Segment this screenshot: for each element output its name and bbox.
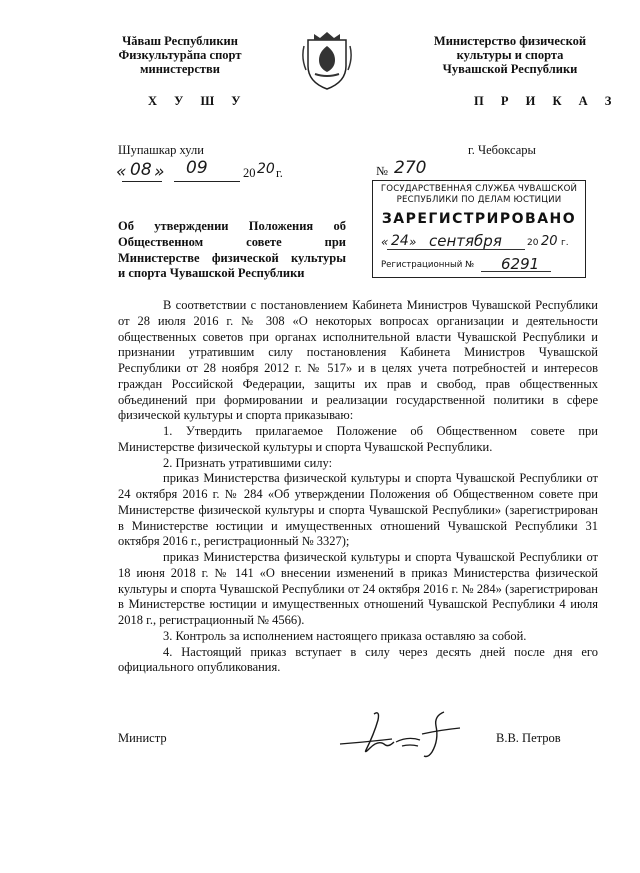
stamp-line-1: ГОСУДАРСТВЕННАЯ СЛУЖБА ЧУВАШСКОЙ: [380, 184, 578, 194]
order-title-line: Об утверждении Положения об: [118, 219, 346, 233]
stamp-date-close-quote: »: [409, 235, 417, 249]
header-right-org: [420, 34, 600, 76]
date-year-end: г.: [276, 166, 283, 180]
order-date: [116, 160, 291, 184]
header-left-doc-type: Х У Ш У: [148, 94, 248, 108]
body-paragraph: приказ Министерства физической культуры и спорта Чувашской Республики от 24 октября 2016 г. № 284 «Об утверждении Положения об Общественном совете при Министерстве физической культуры и спорта Чувашской Республики» (зарегистрирован в Министерстве юстиции и имущественных отношений Чувашской Республики 31 октября 2016 г., регистрационный № 3327);: [118, 471, 598, 549]
signature-name: В.В. Петров: [496, 731, 561, 745]
stamp-date-year-prefix: 20: [527, 238, 539, 248]
date-underline: [174, 181, 240, 182]
header-left-org-line: Чăваш Республикин: [122, 34, 238, 48]
stamp-date: [381, 233, 581, 253]
header-right-org-line: Министерство физической: [433, 34, 587, 48]
place-left: Шупашкар хули: [118, 143, 204, 157]
stamp-reg-number: 6291: [501, 255, 540, 273]
stamp-date-underline: [387, 249, 525, 250]
stamp-date-year-suffix: 20: [541, 234, 558, 249]
stamp-line-2: РЕСПУБЛИКИ ПО ДЕЛАМ ЮСТИЦИИ: [396, 194, 562, 205]
date-open-quote: «: [116, 162, 127, 182]
order-title-line: и спорта Чувашской Республики: [118, 266, 305, 281]
order-title: [118, 219, 346, 282]
date-underline: [122, 181, 162, 182]
stamp-date-open-quote: «: [381, 235, 389, 249]
date-day: 08: [130, 160, 152, 180]
stamp-title: ЗАРЕГИСТРИРОВАНО: [381, 211, 577, 227]
body-paragraph: приказ Министерства физической культуры и спорта Чувашской Республики от 18 июня 2018 г. № 141 «О внесении изменений в приказ Министерства физической культуры и спорта Чувашской Республики от 24 октября 2016 г. № 284» (зарегистрирован в Министерстве юстиции и имущественных отношений Чувашской Республики 4 июля 2018 г., регистрационный № 4566).: [118, 550, 598, 627]
body-paragraph: 3. Контроль за исполнением настоящего приказа оставляю за собой.: [163, 628, 527, 643]
header-right-doc-type: П Р И К А З: [474, 94, 619, 108]
order-number: [376, 158, 476, 182]
stamp-date-year-end: г.: [561, 238, 569, 248]
signature-role: Министр: [118, 731, 167, 745]
registration-stamp: [372, 180, 586, 278]
date-year-suffix: 20: [257, 161, 275, 177]
header-left-org-line: министерстви: [140, 62, 220, 76]
stamp-reg-label: Регистрационный №: [381, 260, 474, 270]
body-paragraph: 1. Утвердить прилагаемое Положение об Общественном совете при Министерстве физической культуры и спорта Чувашской Республики.: [118, 424, 598, 454]
handwritten-signature: [336, 706, 466, 762]
order-body: [118, 298, 598, 676]
date-close-quote: »: [154, 162, 165, 182]
header-left-org: [100, 34, 260, 76]
order-title-line: Общественном совете при: [118, 234, 346, 249]
header-left-org-line: Физкультурăпа спорт: [118, 48, 242, 62]
order-number-value: 270: [394, 158, 427, 178]
order-title-line: Министерстве физической культуры: [118, 250, 346, 265]
body-paragraph: В соответствии с постановлением Кабинета Министров Чувашской Республики от 28 июля 2016 г. № 308 «О некоторых вопросах организации и деятельности общественных советов при органах исполнительной власти Чувашской Республики и признании утратившим силу постановления Кабинета Министров Чувашской Республики от 28 ноября 2012 г. № 517» и в целях учета потребностей и интересов граждан Российской Федерации, защиты их прав и свобод, прав общественных объединений при формировании и реализации государственной политики в сфере физической культуры и спорта приказываю:: [118, 298, 598, 423]
header-right-org-line: Чувашской Республики: [442, 62, 578, 76]
stamp-date-day: 24: [391, 233, 409, 249]
stamp-date-month: сентября: [429, 232, 502, 250]
place-right: г. Чебоксары: [468, 143, 536, 157]
stamp-reg: [381, 257, 581, 275]
body-paragraph: 2. Признать утратившими силу:: [163, 455, 333, 470]
coat-of-arms-emblem: [302, 26, 352, 92]
date-month: 09: [186, 158, 208, 178]
date-year-prefix: 20: [243, 166, 256, 180]
stamp-reg-underline: [481, 271, 551, 272]
header-right-org-line: культуры и спорта: [456, 48, 564, 62]
order-number-prefix: №: [376, 164, 388, 178]
body-paragraph: 4. Настоящий приказ вступает в силу через десять дней после дня его официального опубликования.: [118, 644, 598, 675]
